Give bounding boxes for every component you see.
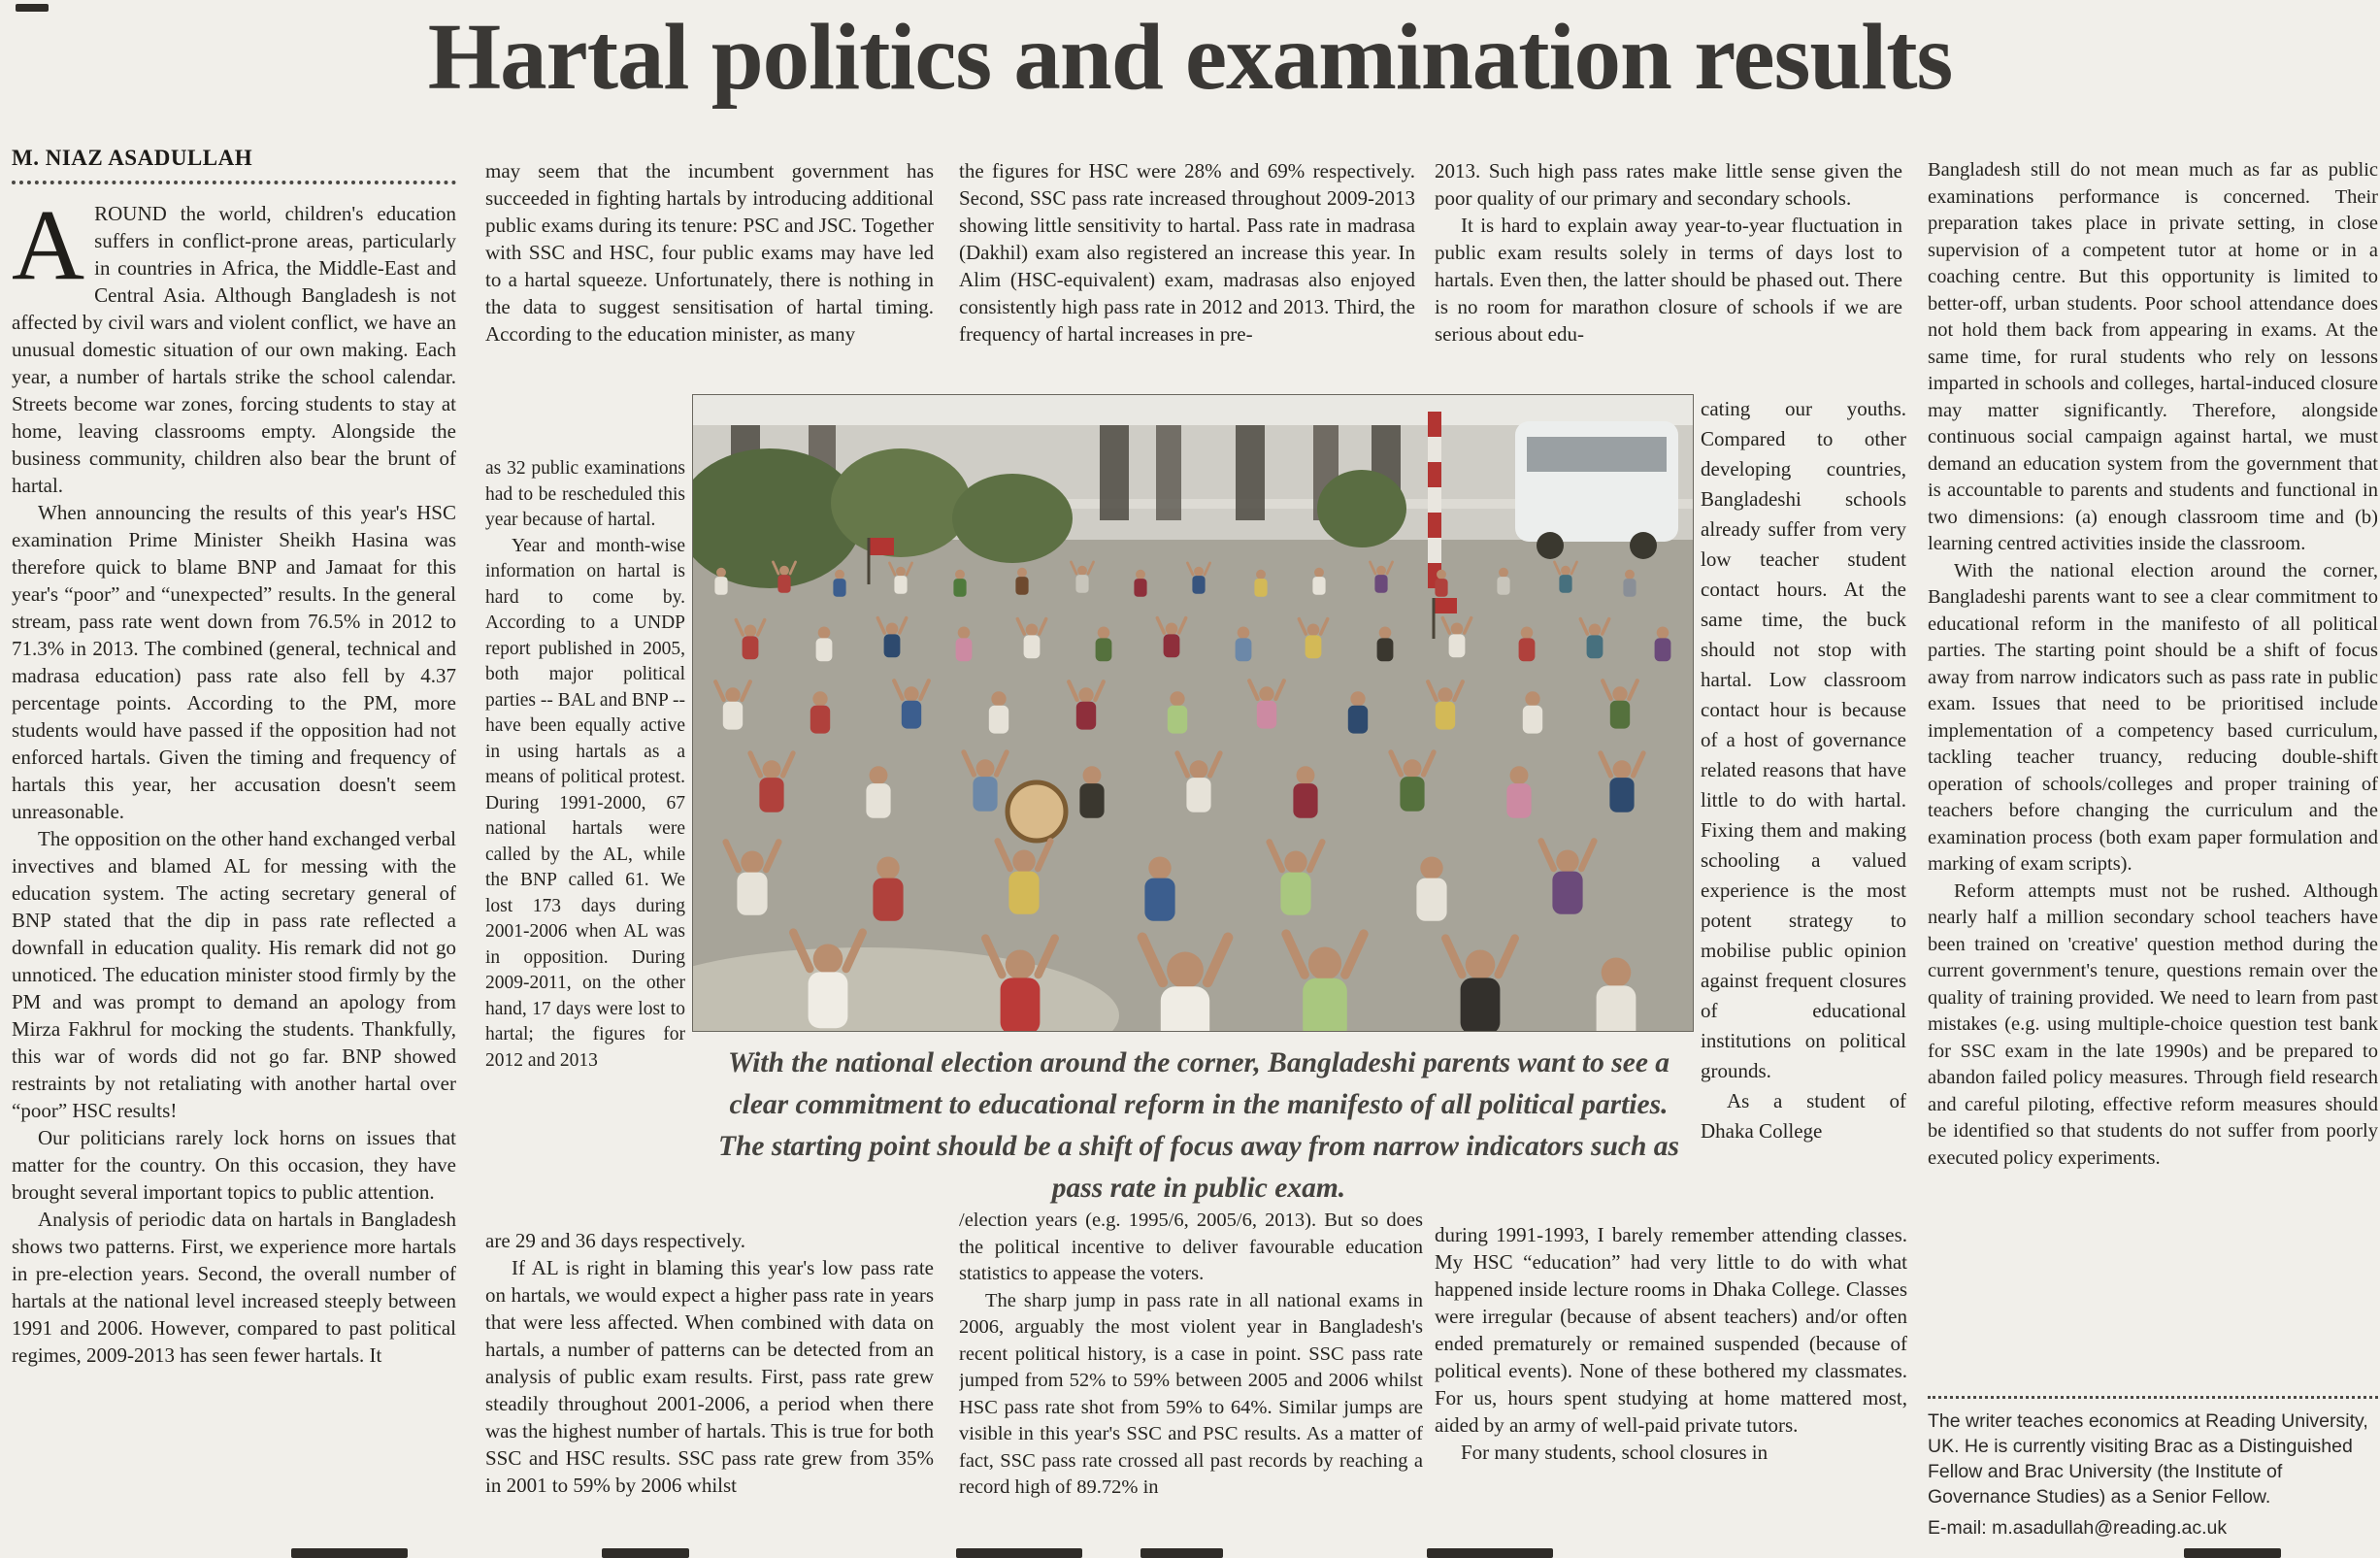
article-paragraph: With the national election around the corner, Bangladeshi parents want to see a clear commitment to educational reform in the manifesto of all political parties. The starting point should be a shift of focus away from narrow indicators such as pass rate in public exam. Issues that need to be prioritised include implementation of a competency based curriculum, tackling teacher truancy, reducing double-shift operation of schools/colleges and proper training of teachers before changing the curriculum and the examination process (both exam paper formulation and marking of exam scripts). [1928,559,2378,875]
article-paragraph: as 32 public examinations had to be rescheduled this year because of hartal. [485,458,685,530]
page-crop-fragment [16,4,49,12]
article-paragraph: If AL is right in blaming this year's low pass rate on hartals, we would expect a higher pass rate in years that were less affected. When combined with data on hartals, a number of patterns can be detected from an analysis of public exam results. First, pass rate grew steadily throughout 2001-2006, a period when there was the highest number of hartals. This is true for both SSC and HSC results. SSC pass rate grew from 35% in 2001 to 59% by 2006 whilst [485,1256,934,1497]
photo-caption: With the national election around the corner, Bangladeshi parents want to see a clear commitment to educational reform in the manifesto of all political parties. The starting point should be a shift of focus away from narrow indicators such as pass rate in public exam. [717,1047,1680,1204]
article-paragraph: Reform attempts must not be rushed. Although nearly half a million secondary school teachers have been trained on 'creative' question method during the current government's tenure, questions remain over the quality of training provided. We need to learn from past mistakes (e.g. using multiple-choice question test bank for SSC exam in the late 1990s) and be prepared to abandon failed policy measures. Through field research and careful piloting, effective reform measures should be identified so that students do not suffer from poorly executed policy experiments. [1928,879,2378,1169]
author-email: E-mail: m.asadullah@reading.ac.uk [1928,1517,2228,1539]
page-crop-fragment [2184,1548,2281,1558]
column-5 [1928,157,2378,1392]
article-paragraph: Analysis of periodic data on hartals in Bangladesh shows two patterns. First, we experience more hartals in pre-election years. Second, the overall number of hartals at the national level increased steeply between 1991 and 2006. However, compared to past political regimes, 2009-2013 has seen fewer hartals. It [12,1208,456,1367]
photo-illustration [692,394,1694,1032]
article-paragraph: /election years (e.g. 1995/6, 2005/6, 2013). But so does the political incentive to deliver favourable education statistics to appease the voters. [959,1210,1423,1284]
page-crop-fragment [602,1548,689,1558]
author-bio: The writer teaches economics at Reading University, UK. He is currently visiting Brac as a Distinguished Fellow and Brac University (the Institute of Governance Studies) as a Senior Fellow. [1928,1410,2368,1508]
byline-divider [12,181,456,184]
bio-divider [1928,1396,2378,1399]
page-crop-fragment [291,1548,408,1558]
column-3-bottom [959,1208,1423,1557]
article-paragraph: Bangladesh still do not mean much as far as public examinations performance is concerned. Their preparation takes place in private setting, in close supervision of a competent tutor at home or in a coaching centre. But this opportunity is limited to better-off, urban students. Poor school attendance does not hold them back from appearing in exams. At the same time, for rural students who rely on lessons imparted in schools and colleges, hartal-induced closure may matter significantly. Therefore, alongside continuous social campaign against hartal, we must demand an education system from the government that is accountable to parents and students and functional in two dimensions: (a) enough classroom time and (b) learning centred activities inside the classroom. [1928,159,2378,554]
article-paragraph: It is hard to explain away year-to-year fluctuation in public exam results solely in terms of days lost to hartals. Even then, the latter should be phased out. There is no room for marathon closure of schools if we are serious about edu- [1435,214,1902,346]
column-2-top [485,157,934,348]
article-paragraph: cating our youths. Compared to other developing countries, Bangladeshi schools already suffer from very low teacher student contact hours. At the same time, the buck should not stop with hartal. Low classroom contact hour is because of a host of governance related reasons that have little to do with hartal. Fixing them and making schooling a valued experience is the most potent strategy to mobilise public opinion against frequent closures of educational institutions on political grounds. [1701,397,1906,1082]
column-2-bottom [485,1227,934,1555]
byline-author: M. NIAZ ASADULLAH [12,146,253,170]
column-3-top [959,157,1415,348]
article-paragraph: The sharp jump in pass rate in all national exams in 2006, arguably the most violent year in Bangladesh's recent political history, is a case in point. SSC pass rate jumped from 52% to 59% between 2005 and 2006 whilst HSC pass rate shot from 59% to 64%. Similar jumps are visible in this year's SSC and PSC results. As a matter of fact, SSC pass rate crossed all past records by reaching a record high of 89.72% in [959,1289,1423,1498]
article-paragraph: Year and month-wise information on hartal is hard to come by. According to a UNDP report published in 2005, both major political parties -- BAL and BNP -- have been equally active in using hartals as a means of political protest. During 1991-2000, 67 national hartals were called by the AL, while the BNP called 61. We lost 173 days during 2001-2006 when AL was in opposition. During 2009-2011, on the other hand, 17 days were lost to hartal; the figures for 2012 and 2013 [485,535,685,1071]
column-4-narrow [1701,394,1906,1217]
article-paragraph: the figures for HSC were 28% and 69% respectively. Second, SSC pass rate increased throughout 2009-2013 showing little sensitivity to hartal. Pass rate in madrasa (Dakhil) exam also registered an increase this year. In Alim (HSC-equivalent) exam, madrasas also enjoyed consistently high pass rate in 2012 and 2013. Third, the frequency of hartal increases in pre- [959,159,1415,346]
article-paragraph: 2013. Such high pass rates make little sense given the poor quality of our primary and secondary schools. [1435,159,1902,210]
page-crop-fragment [1140,1548,1223,1558]
article-paragraph: Our politicians rarely lock horns on issues that matter for the country. On this occasion, they have brought several important topics to public attention. [12,1126,456,1204]
article-paragraph: are 29 and 36 days respectively. [485,1229,746,1252]
column-4-top [1435,157,1902,348]
page-crop-fragment [1427,1548,1553,1558]
column-4-bottom [1435,1221,1907,1555]
page-crop-fragment [956,1548,1082,1558]
article-paragraph: AROUND the world, children's education suffers in conflict-prone areas, particularly in countries in Africa, the Middle-East and Central Asia. Although Bangladesh is not affected by civil wars and violent conflict, we have an unusual domestic situation of our own making. Each year, a number of hartals strike the school calendar. Streets become war zones, forcing students to stay at home, leaving classrooms empty. Alongside the business community, children also bear the brunt of hartal. [12,189,456,497]
article-paragraph: As a student of Dhaka College [1701,1089,1906,1143]
author-bio-block [1928,1396,2378,1541]
article-paragraph: For many students, school closures in [1461,1441,1768,1464]
article-paragraph: The opposition on the other hand exchanged verbal invectives and blamed AL for messing with the education system. The acting secretary general of BNP stated that the dip in pass rate reflected a downfall in education quality. His remark did not go unnoticed. The education minister stood firmly by the PM and was prompt to demand an apology from Mirza Fakhrul for mocking the students. Thankfully, this war of words did not go far. BNP showed restraints by not retaliating with another hartal over “poor” HSC results! [12,827,456,1122]
column-1 [12,146,456,1555]
article-photo [692,394,1694,1032]
article-paragraph: When announcing the results of this year's HSC examination Prime Minister Sheikh Hasina was therefore quick to blame BNP and Jamaat for this year's “poor” and “unexpected” results. In the general stream, pass rate went down from 76.5% in 2012 to 71.3% in 2013. The combined (general, technical and madrasa education) pass rate also fell by 4.37 percentage points. According to the PM, more students would have passed if the opposition had not enforced hartals. Given the timing and frequency of hartals this year, her accusation doesn't seem unreasonable. [12,501,456,823]
article-paragraph: may seem that the incumbent government has succeeded in fighting hartals by introducing additional public exams during its tenure: PSC and JSC. Together with SSC and HSC, four public exams may have led to a hartal squeeze. Unfortunately, there is nothing in the data to suggest sensitisation of hartal timing. According to the education minister, as many [485,159,934,346]
article-headline: Hartal politics and examination results [427,5,1953,109]
column-2-narrow [485,456,685,1221]
article-paragraph: during 1991-1993, I barely remember attending classes. My HSC “education” had very little to do with what happened inside lecture rooms in Dhaka College. Classes were irregular (because of absent teachers) and/or often ended prematurely or remained suspended (because of political events). None of these bothered my classmates. For us, hours spent studying at home mattered most, aided by an army of well-paid private tutors. [1435,1223,1907,1437]
